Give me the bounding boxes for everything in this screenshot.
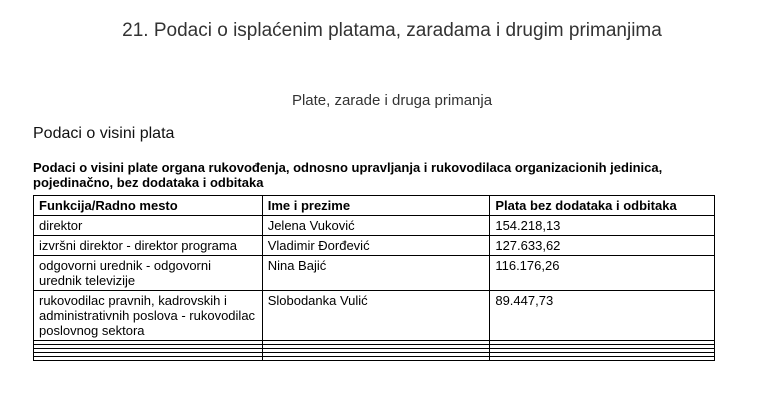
salary-table [33,195,715,361]
cell-salary: 154.218,13 [490,216,715,236]
empty-cell [34,357,263,361]
table-row [34,236,715,256]
table-caption: Podaci o visini plate organa rukovođenja, odnosno upravljanja i rukovodilaca organizacionih jedinica, pojedinačno, bez dodataka i odbitaka [33,160,663,190]
table-header-row [34,196,715,216]
cell-name: Jelena Vuković [262,216,490,236]
table-row [34,216,715,236]
cell-salary: 89.447,73 [490,291,715,341]
header-cell-position: Funkcija/Radno mesto [34,196,263,216]
cell-salary: 127.633,62 [490,236,715,256]
empty-cell [490,357,715,361]
section-title: 21. Podaci o isplaćenim platama, zaradama i drugim primanjima [122,20,662,41]
cell-position: rukovodilac pravnih, kadrovskih i administrativnih poslova - rukovodilac poslovnog sektora [34,291,263,341]
cell-name: Nina Bajić [262,256,490,291]
empty-cell [262,357,490,361]
empty-table-row [34,357,715,361]
cell-position: odgovorni urednik - odgovorni urednik televizije [34,256,263,291]
heading: Podaci o visini plata [33,125,175,142]
table-row [34,256,715,291]
cell-position: direktor [34,216,263,236]
header-cell-salary: Plata bez dodataka i odbitaka [490,196,715,216]
cell-name: Vladimir Đorđević [262,236,490,256]
table-row [34,291,715,341]
cell-name: Slobodanka Vulić [262,291,490,341]
cell-salary: 116.176,26 [490,256,715,291]
subtitle: Plate, zarade i druga primanja [291,92,493,109]
cell-position: izvršni direktor - direktor programa [34,236,263,256]
header-cell-name: Ime i prezime [262,196,490,216]
